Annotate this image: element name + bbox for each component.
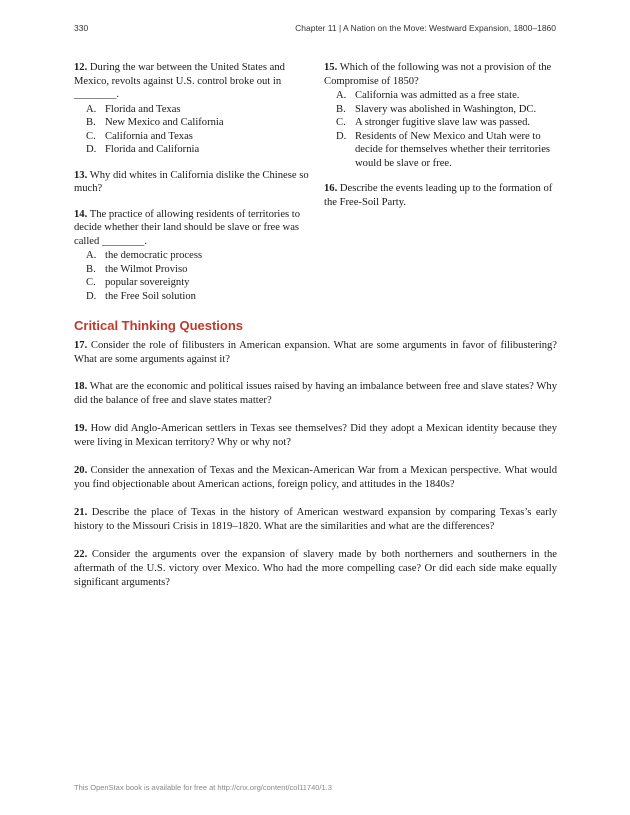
page-footer: This OpenStax book is available for free at http://cnx.org/content/col11740/1.3 bbox=[74, 783, 332, 792]
question-19: 19. How did Anglo-American settlers in Texas see themselves? Did they adopt a Mexican identity because they were living in Mexican territory? Why or why not? bbox=[74, 423, 557, 448]
question-13 bbox=[74, 169, 309, 196]
question-number: 12. bbox=[74, 62, 88, 73]
question-number: 13. bbox=[74, 169, 88, 181]
question-20: 20. Consider the annexation of Texas and the Mexican-American War from a Mexican perspective. What would you find objectionable about American actions, foreign policy, and attitudes in the 1840s? bbox=[74, 465, 557, 490]
section-heading: Critical Thinking Questions bbox=[74, 318, 244, 333]
option-d: D. Residents of New Mexico and Utah were to decide for themselves whether their territories would be slave or free. bbox=[336, 130, 551, 169]
option-d: D. Florida and California bbox=[86, 144, 200, 155]
right-column bbox=[324, 61, 564, 221]
question-text: Describe the events leading up to the formation of the Free-Soil Party. bbox=[324, 183, 553, 208]
answer-options bbox=[74, 249, 309, 303]
page-header-number: 330 bbox=[74, 23, 89, 33]
question-21: 21. Describe the place of Texas in the history of American westward expansion by comparing Texas’s early history to the Missouri Crisis in 1819–1820. What are the similarities and what are the differences? bbox=[74, 507, 557, 532]
option-b: B. the Wilmot Proviso bbox=[86, 263, 188, 275]
page-header-chapter: Chapter 11 | A Nation on the Move: Westward Expansion, 1800–1860 bbox=[295, 23, 556, 33]
option-c: C. popular sovereignty bbox=[86, 277, 190, 288]
question-number: 15. bbox=[324, 62, 338, 73]
option-b: B. New Mexico and California bbox=[86, 117, 224, 128]
left-column bbox=[74, 61, 309, 315]
option-a: A. Florida and Texas bbox=[86, 103, 181, 115]
option-b: B. Slavery was abolished in Washington, DC. bbox=[336, 103, 537, 115]
question-12 bbox=[74, 61, 309, 157]
option-c: C. A stronger fugitive slave law was passed. bbox=[336, 117, 531, 128]
question-14 bbox=[74, 208, 309, 304]
question-16 bbox=[324, 182, 564, 209]
answer-options bbox=[74, 103, 309, 157]
question-17: 17. Consider the role of filibusters in American expansion. What are some arguments in favor of filibustering? What are some arguments against it? bbox=[74, 340, 557, 365]
option-c: C. California and Texas bbox=[86, 130, 193, 142]
question-number: 16. bbox=[324, 183, 338, 194]
answer-options bbox=[324, 89, 564, 170]
question-18: 18. What are the economic and political issues raised by having an imbalance between free and slave states? Why did the balance of free and slave states matter? bbox=[74, 381, 557, 406]
option-a: A. California was admitted as a free state. bbox=[336, 90, 520, 101]
question-text: During the war between the United States and Mexico, revolts against U.S. control broke out in ________. bbox=[74, 62, 285, 100]
option-d: D. the Free Soil solution bbox=[86, 290, 196, 302]
question-15 bbox=[324, 61, 564, 170]
question-text: The practice of allowing residents of territories to decide whether their land should be slave or free was called ________. bbox=[74, 208, 301, 247]
question-number: 14. bbox=[74, 208, 88, 220]
question-22: 22. Consider the arguments over the expansion of slavery made by both northerners and southerners in the aftermath of the U.S. victory over Mexico. Who had the more compelling case? Or did each side make equally significant arguments? bbox=[74, 549, 558, 588]
question-text: Why did whites in California dislike the Chinese so much? bbox=[74, 169, 309, 194]
option-a: A. the democratic process bbox=[86, 250, 203, 261]
question-text: Which of the following was not a provision of the Compromise of 1850? bbox=[324, 62, 552, 87]
